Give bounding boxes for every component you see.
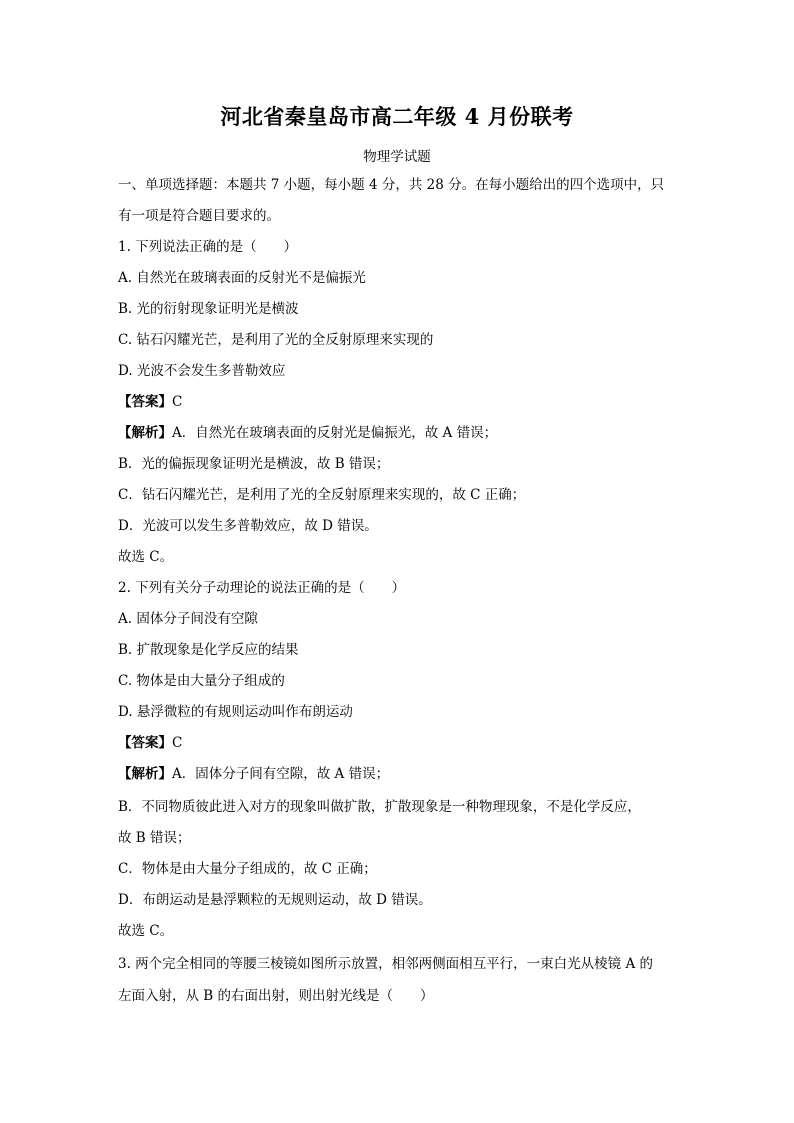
question-2-analysis-line-5: D．布朗运动是悬浮颗粒的无规则运动，故 D 错误。 xyxy=(118,892,432,908)
analysis-text: A．固体分子间有空隙，故 A 错误； xyxy=(172,766,390,782)
question-1-option-d: D. 光波不会发生多普勒效应 xyxy=(118,363,286,379)
question-2-analysis-line-2: B．不同物质彼此进入对方的现象叫做扩散，扩散现象是一种物理现象，不是化学反应， xyxy=(118,799,641,815)
question-1-analysis-line-3: C．钻石闪耀光芒，是利用了光的全反射原理来实现的，故 C 正确； xyxy=(118,487,526,503)
question-1-option-a: A. 自然光在玻璃表面的反射光不是偏振光 xyxy=(118,270,366,286)
question-2-answer xyxy=(118,733,182,753)
question-1-analysis-line-4: D．光波可以发生多普勒效应，故 D 错误。 xyxy=(118,518,378,534)
question-2-option-c: C. 物体是由大量分子组成的 xyxy=(118,673,285,689)
question-2-option-b: B. 扩散现象是化学反应的结果 xyxy=(118,642,299,658)
question-1-conclusion: 故选 C。 xyxy=(118,549,174,565)
document-subtitle: 物理学试题 xyxy=(363,149,431,165)
question-2-analysis-line-4: C．物体是由大量分子组成的，故 C 正确； xyxy=(118,861,377,877)
question-3-stem-line-2: 左面入射，从 B 的右面出射，则出射光线是（ ） xyxy=(118,988,434,1004)
question-2-analysis-line-3: 故 B 错误； xyxy=(118,830,191,846)
answer-label: 【答案】 xyxy=(118,735,172,751)
document-title: 河北省秦皇岛市高二年级 4 月份联考 xyxy=(220,104,574,129)
analysis-label: 【解析】 xyxy=(118,766,172,782)
answer-value: C xyxy=(172,735,183,751)
question-1-option-c: C. 钻石闪耀光芒，是利用了光的全反射原理来实现的 xyxy=(118,332,434,348)
question-1-analysis-line-2: B．光的偏振现象证明光是横波，故 B 错误； xyxy=(118,456,390,472)
question-2-analysis-line-1 xyxy=(118,764,389,784)
analysis-label: 【解析】 xyxy=(118,425,172,441)
analysis-text: A．自然光在玻璃表面的反射光是偏振光，故 A 错误； xyxy=(172,425,498,441)
section-instruction-line-2: 有一项是符合题目要求的。 xyxy=(118,208,280,224)
section-instruction-line-1: 一、单项选择题：本题共 7 小题，每小题 4 分，共 28 分。在每小题给出的四个选项中，只 xyxy=(118,177,665,193)
question-1-analysis-line-1 xyxy=(118,423,497,443)
question-3-stem-line-1: 3. 两个完全相同的等腰三棱镜如图所示放置，相邻两侧面相互平行，一束白光从棱镜 A 的 xyxy=(118,956,654,972)
question-2-stem: 2. 下列有关分子动理论的说法正确的是（ ） xyxy=(118,580,406,596)
question-1-option-b: B. 光的衍射现象证明光是横波 xyxy=(118,301,299,317)
question-2-option-a: A. 固体分子间没有空隙 xyxy=(118,611,258,627)
question-1-answer xyxy=(118,392,182,412)
question-2-option-d: D. 悬浮微粒的有规则运动叫作布朗运动 xyxy=(118,704,353,720)
question-1-stem: 1. 下列说法正确的是（ ） xyxy=(118,239,298,255)
question-2-conclusion: 故选 C。 xyxy=(118,923,174,939)
answer-value: C xyxy=(172,394,183,410)
answer-label: 【答案】 xyxy=(118,394,172,410)
